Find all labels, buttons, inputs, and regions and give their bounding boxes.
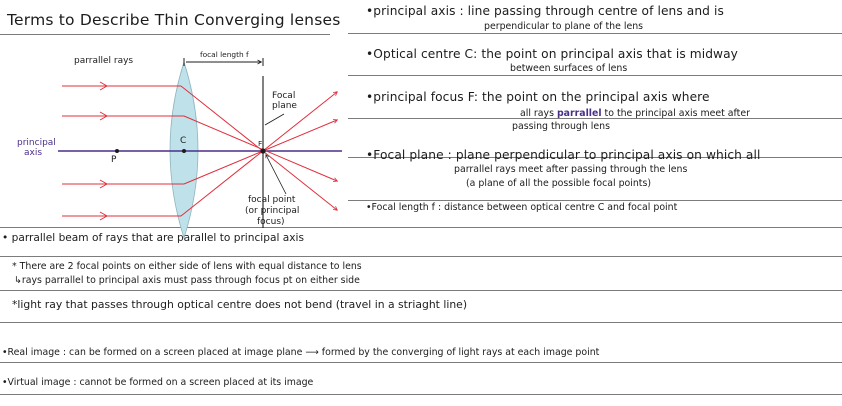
label-point-p: P	[111, 155, 117, 165]
label-principal-axis-1: principal	[17, 138, 56, 148]
def-principal-focus-l2-start: all rays	[520, 108, 554, 119]
def-focal-length-line1: •Focal length f : distance between optical centre C and focal point	[366, 202, 678, 213]
point-p-dot	[115, 149, 119, 153]
refracted-ray-2	[184, 116, 337, 181]
def-principal-axis-line2: perpendicular to plane of the lens	[484, 21, 644, 32]
point-c-dot	[182, 149, 186, 153]
def-principal-focus-l2-end: to the principal axis meet after	[604, 108, 750, 119]
def-optical-centre-line2: between surfaces of lens	[510, 63, 628, 74]
def-principal-focus-l2-emph: parrallel	[556, 108, 602, 119]
bullet-two-focal-points: * There are 2 focal points on either side of lens with equal distance to lens	[12, 261, 362, 272]
def-optical-centre-line1: •Optical centre C: the point on principal axis that is midway	[366, 47, 738, 61]
def-principal-focus-line1: •principal focus F: the point on the principal axis where	[366, 90, 710, 104]
def-focal-plane-line1: •Focal plane : plane perpendicular to principal axis on which all	[366, 148, 761, 162]
refracted-ray-4	[184, 120, 337, 184]
bullet-virtual-image: •Virtual image : cannot be formed on a screen placed at its image	[2, 377, 314, 388]
label-principal-axis-2: axis	[24, 148, 43, 158]
label-focal-point-2: (or principal	[245, 206, 300, 216]
label-focal-point-1: focal point	[248, 195, 296, 205]
def-principal-focus-line3: passing through lens	[512, 121, 610, 132]
def-focal-plane-line2: parrallel rays meet after passing through the lens	[454, 164, 688, 175]
label-focal-plane-1: Focal	[272, 91, 296, 101]
label-focal-length: focal length f	[200, 50, 249, 59]
point-f-dot	[260, 148, 265, 153]
label-focal-point-3: focus)	[257, 217, 285, 227]
focal-plane-leader	[265, 114, 284, 125]
label-point-f: F	[258, 139, 263, 148]
label-focal-plane-2: plane	[272, 101, 297, 111]
def-principal-axis-line1: •principal axis : line passing through centre of lens and is	[366, 4, 724, 18]
label-parallel-rays: parrallel rays	[74, 56, 134, 66]
bullet-rays-pass-focus: ↳rays parrallel to principal axis must pass through focus pt on either side	[14, 275, 360, 286]
def-principal-focus-line2	[520, 109, 750, 118]
def-focal-plane-line3: (a plane of all the possible focal points)	[466, 178, 652, 189]
focal-point-leader	[266, 155, 286, 194]
bullet-optical-centre-ray: *light ray that passes through optical centre does not bend (travel in a striaght line)	[12, 298, 468, 311]
bullet-parallel-beam: • parrallel beam of rays that are parallel to principal axis	[2, 232, 304, 244]
label-point-c: C	[180, 136, 187, 146]
page-title: Terms to Describe Thin Converging lenses	[7, 11, 341, 29]
bullet-real-image: •Real image : can be formed on a screen placed at image plane ⟶ formed by the converging of light rays at each image point	[2, 347, 600, 358]
